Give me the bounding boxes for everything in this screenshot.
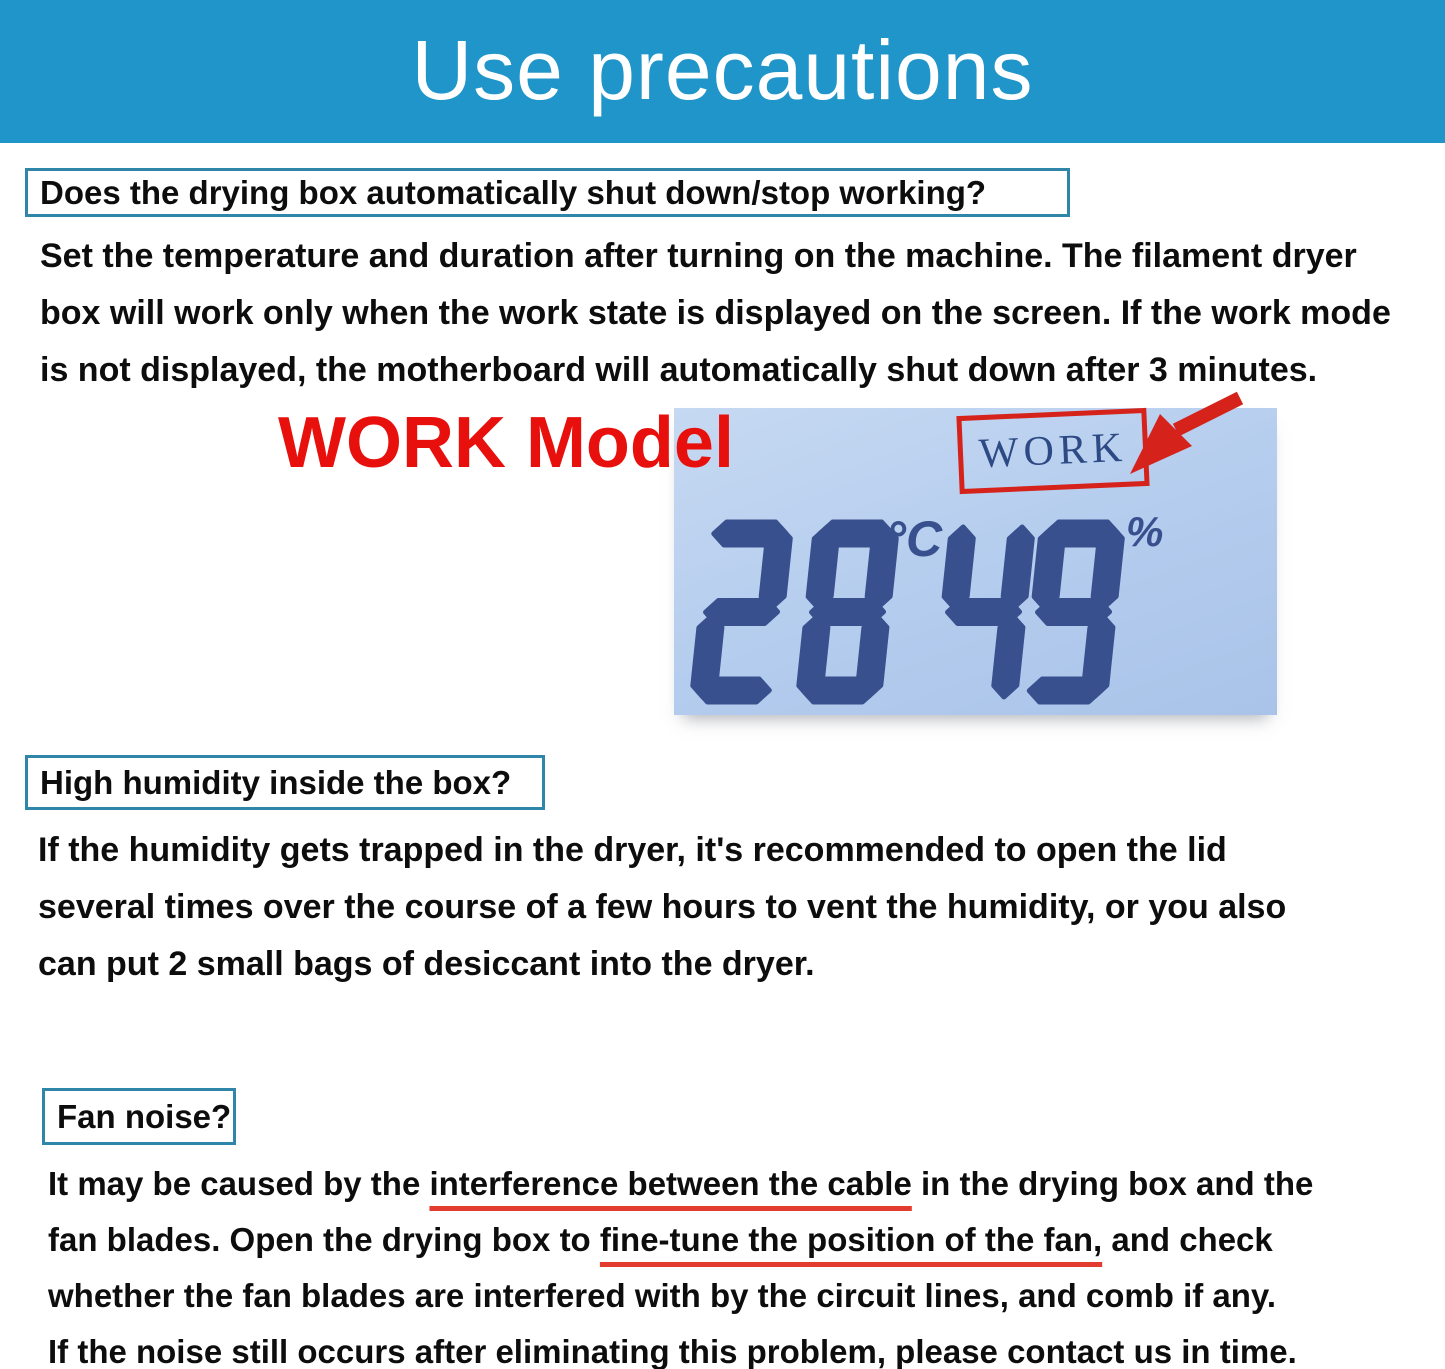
paragraph-line: [48, 1212, 1440, 1268]
paragraph-fan-noise: [48, 1156, 1440, 1369]
text-segment: fan blades. Open the drying box to: [48, 1221, 600, 1258]
paragraph-line: [48, 1156, 1440, 1212]
paragraph-line: whether the fan blades are interfered with by the circuit lines, and comb if any.: [48, 1277, 1276, 1314]
paragraph-humidity: [38, 822, 1430, 993]
question-humidity-text: High humidity inside the box?: [40, 763, 512, 801]
question-box-humidity: [25, 755, 545, 810]
text-segment: It may be caused by the: [48, 1165, 430, 1202]
question-box-shutdown: [25, 168, 1070, 217]
lcd-screen-photo: [674, 408, 1277, 715]
question-box-fan-noise: [42, 1088, 236, 1145]
celsius-unit-label: °C: [886, 511, 943, 567]
question-shutdown-text: Does the drying box automatically shut down/stop working?: [40, 173, 987, 211]
red-underlined-phrase: interference between the cable: [429, 1165, 912, 1202]
work-indicator-label: WORK: [977, 424, 1129, 478]
text-segment: in the drying box and the: [911, 1165, 1314, 1202]
paragraph-line: If the noise still occurs after eliminating this problem, please contact us in time.: [48, 1333, 1297, 1369]
paragraph-line: several times over the course of a few hours to vent the humidity, or you also: [38, 888, 1287, 926]
question-fan-noise-text: Fan noise?: [57, 1097, 232, 1135]
work-model-heading: WORK Model: [278, 403, 734, 483]
text-segment: and check: [1102, 1221, 1273, 1258]
red-arrow-icon: [1126, 394, 1251, 489]
work-indicator-highlight-box: [956, 408, 1149, 494]
paragraph-line: If the humidity gets trapped in the dryer, it's recommended to open the lid: [38, 831, 1227, 869]
paragraph-line: is not displayed, the motherboard will automatically shut down after 3 minutes.: [40, 351, 1318, 389]
paragraph-line: can put 2 small bags of desiccant into the dryer.: [38, 945, 815, 983]
percent-unit-label: %: [1126, 508, 1164, 555]
header-banner: [0, 0, 1445, 143]
red-underlined-phrase: fine-tune the position of the fan,: [599, 1221, 1103, 1258]
paragraph-shutdown: [40, 228, 1432, 399]
page-title: Use precautions: [411, 23, 1034, 117]
paragraph-line: Set the temperature and duration after turning on the machine. The filament dryer: [40, 237, 1357, 275]
paragraph-line: box will work only when the work state is displayed on the screen. If the work mode: [40, 294, 1391, 332]
